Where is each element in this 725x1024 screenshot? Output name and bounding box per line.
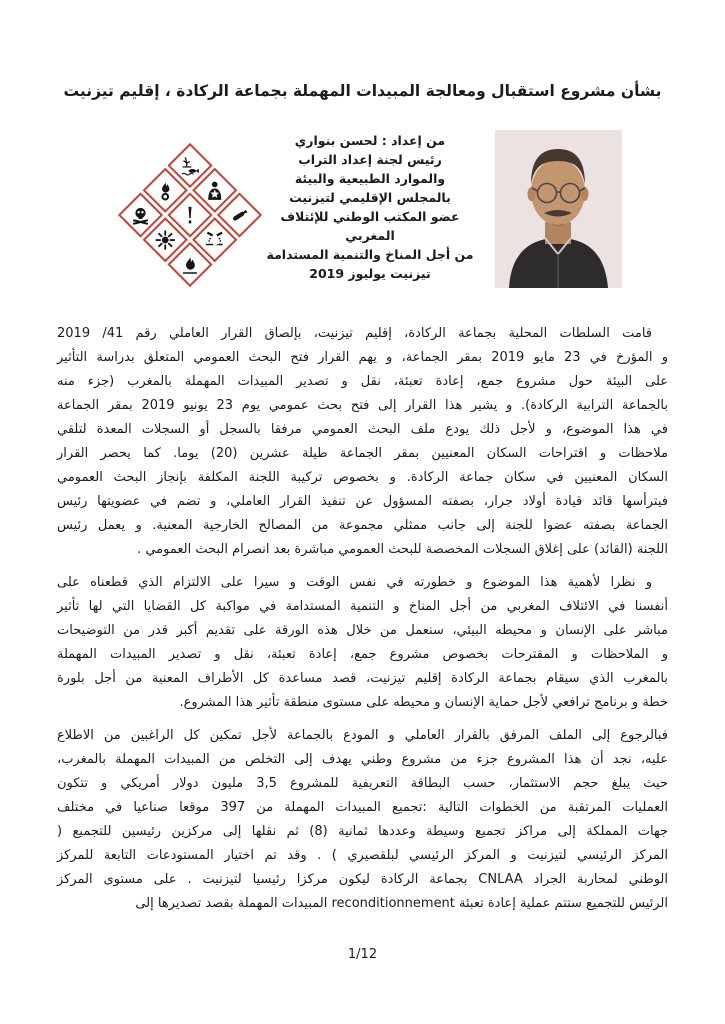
- text-line: عليه، نجد أن هذا المشروع جزء من مشروع وطني يهدف إلى التخلص من المبيدات المهملة بالمغرب،: [57, 752, 668, 767]
- text-line: السكان المعنيين في سكان جماعة الركادة. و بخصوص تركيبة اللجنة المكلفة بإنجاز البحث العمومي: [57, 470, 668, 485]
- text-line: المركز الرئيسي لتيزنيت و المركز الرئيسي لبلقصيري ) . وقد تم اختيار المستودعات التابعة للمركز: [57, 848, 668, 863]
- text-line: الجماعة بصفته عضوا للجنة إلى جانب ممثلي مجموعة من المصالح الخارجية المعنية. و يعمل رئيس: [57, 518, 668, 533]
- text-line: و نظرا لأهمية هذا الموضوع و خطورته في نفس الوقت و سيرا على الالتزام الذي قطعناه على: [57, 575, 652, 590]
- text-line: رئيس لجنة إعداد التراب: [298, 152, 442, 167]
- header-section: [57, 125, 668, 297]
- text-line: المغربي: [345, 228, 395, 243]
- text-line: عضو المكتب الوطني للإئتلاف: [280, 209, 460, 224]
- text-line: أنفسنا في الائتلاف المغربي من أجل المناخ و التنمية المستدامة في مواكبة كل القضايا التي لها تأثير: [57, 599, 668, 614]
- paragraph-2: [57, 571, 668, 715]
- text-line: اللجنة (القائد) على إغلاق السجلات المخصصة للبحث العمومي مباشرة بعد انصرام البحث العمومي .: [137, 542, 668, 557]
- text-line: جهات المملكة إلى مراكز تجميع وسيطة وعددها ثمانية (8) ثم نقلها إلى مركزين رئيسين للتجميع (: [57, 824, 668, 839]
- text-line: حيث يبلغ حجم الاستثمار، حسب البطاقة التعريفية للمشروع 3,5 مليون دولار أمريكي و تتكون: [57, 776, 669, 791]
- text-line: فبالرجوع إلى الملف المرفق بالقرار العاملي و المودع بالجماعة لأجل تمكين كل الراغبين من الاطلاع: [57, 728, 668, 743]
- text-line: قامت السلطات المحلية بجماعة الركادة، إقليم تيزنيت، بإلصاق القرار العاملي رقم 41/ 2019: [57, 326, 652, 341]
- text-line: بالمغرب الذي سيقام بجماعة الركادة إقليم تيزنيت، قصد مساعدة كل الأطراف المعنية من أجل بلورة: [57, 671, 668, 686]
- document-body: [57, 322, 668, 925]
- page-number: 1/12: [347, 947, 378, 962]
- document-title: بشأن مشروع استقبال ومعالجة المبيدات المهملة بجماعة الركادة ، إقليم تيزنيت: [63, 82, 662, 100]
- text-line: على البيئة حول مشروع جمع، إعادة تعبئة، نقل و تصدير المبيدات المهملة بالمغرب (جزء منه: [57, 374, 668, 389]
- paragraph-3: [57, 724, 668, 916]
- text-line: تيزنيت يوليوز 2019: [309, 266, 431, 281]
- text-line: في هذا الموضوع، و لأجل ذلك يودع ملف البحث العمومي مرفقا بالسجل أو السجلات المعدة لتلقي: [57, 422, 668, 437]
- text-line: العمليات المرتقبة من الخطوات التالية :تجميع المبيدات المهملة من 397 موقعا صناعيا في مختلف: [57, 800, 668, 815]
- paragraph-1: [57, 322, 668, 562]
- author-credits: [240, 131, 500, 283]
- text-line: من أجل المناخ والتنمية المستدامة: [266, 247, 474, 262]
- text-line: من إعداد : لحسن بنواري: [294, 133, 446, 148]
- text-line: خطة و برنامج ترافعي لأجل حماية الإنسان و محيطه على مستوى منطقة تأثير هذا المشروع.: [179, 695, 668, 710]
- text-line: ملاحظات و اقتراحات السكان المعنيين بمقر الجماعة طيلة عشرين (20) يوما. كما يحصر القرار: [57, 446, 668, 461]
- text-line: الوطني لمحاربة الجراد CNLAA بجماعة الركادة ليكون مركزا رئيسيا لتيزنيت . على مستوى المركز: [57, 872, 668, 887]
- text-line: بالجماعة الترابية الركادة). و يشير هذا القرار إلى فتح بحث عمومي يوم 23 يونيو 2019 بمقر الجماعة: [57, 398, 669, 413]
- text-line: الرئيس للتجميع ستتم عملية إعادة تعبئة reconditionnement المبيدات المهملة بقصد تصديرها إلى: [135, 896, 668, 911]
- text-line: فيترأسها قائد قيادة أولاد جرار، بصفته المسؤول عن تنفيذ القرار العاملي، و تضم في عضويتها رئيس: [57, 494, 668, 509]
- text-line: والموارد الطبيعية والبيئة: [294, 171, 446, 186]
- text-line: مباشر على الإنسان و محيطه البيئي، سنعمل من خلال هذه الورقة على تقديم أكبر قدر من التوضيحات: [57, 623, 668, 638]
- text-line: و المؤرخ في 23 مايو 2019 بمقر الجماعة، و يهم القرار فتح البحث العمومي المتعلق بدراسة التأثير: [57, 350, 668, 365]
- text-line: بالمجلس الإقليمي لتيزنيت: [289, 190, 451, 205]
- text-line: و الملاحظات و المقترحات بخصوص مشروع جمع، إعادة تعبئة، نقل و تصدير المبيدات المهملة: [57, 647, 668, 662]
- author-portrait-photo: [495, 130, 622, 288]
